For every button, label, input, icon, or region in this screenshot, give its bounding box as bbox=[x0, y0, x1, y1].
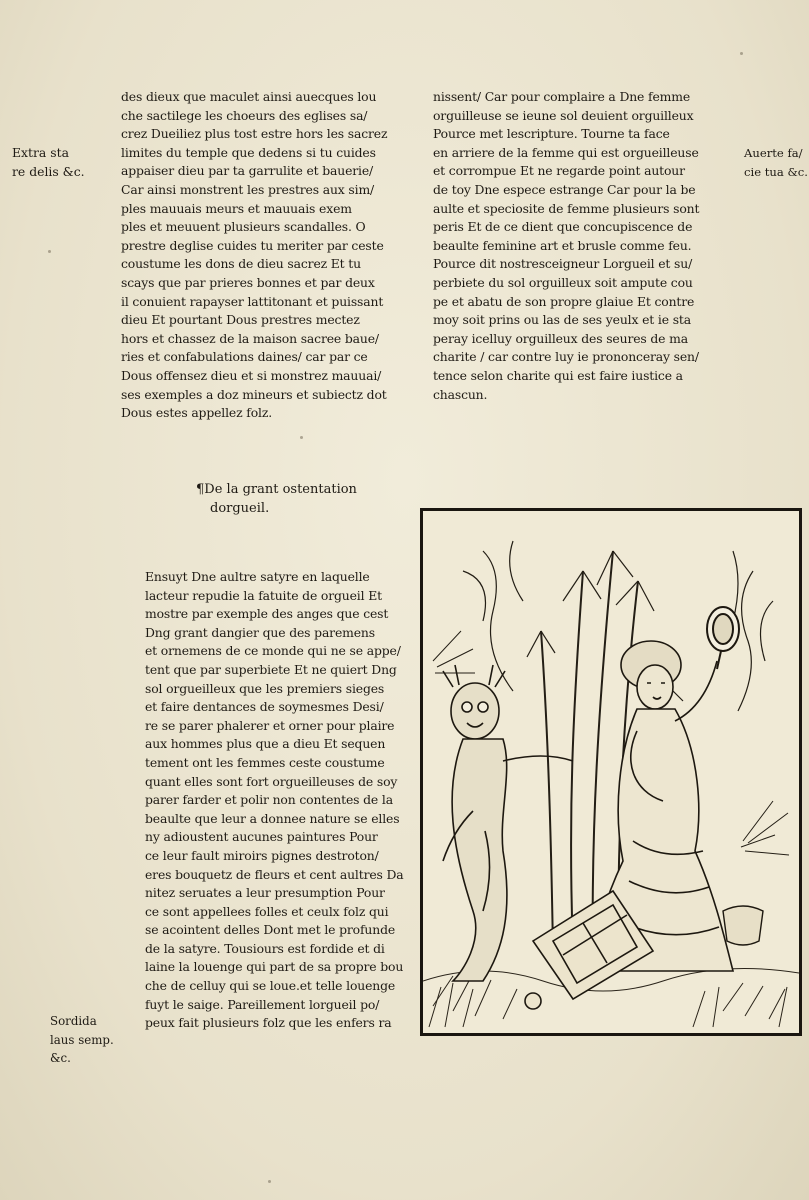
text-line: orguilleuse se ieune sol deuient orguilleux bbox=[433, 107, 694, 123]
section-heading bbox=[196, 480, 357, 518]
paper-speck bbox=[48, 250, 51, 253]
text-line: coustume les dons de dieu sacrez Et tu bbox=[121, 256, 361, 272]
text-line: ny adioustent aucunes paintures Pour bbox=[145, 829, 378, 845]
text-line: tement ont les femmes ceste coustume bbox=[145, 754, 385, 770]
margin-note-line: Sordida bbox=[50, 1014, 97, 1028]
text-line: ries et confabulations daines/ car par ce bbox=[121, 349, 368, 365]
text-line: perbiete du sol orguilleux soit ampute cou bbox=[433, 274, 693, 290]
text-line: peris Et de ce dient que concupiscence de bbox=[433, 219, 693, 235]
body-margin-note bbox=[50, 1012, 114, 1068]
heading-line: ¶De la grant ostentation bbox=[196, 482, 357, 497]
text-line: che de celluy qui se loue.et telle louenge bbox=[145, 978, 396, 994]
text-line: des dieux que maculet ainsi auecques lou bbox=[121, 89, 377, 104]
text-line: appaiser dieu par ta garrulite et bauerie/ bbox=[121, 163, 374, 179]
paper-speck bbox=[740, 52, 743, 55]
text-line: nitez seruates a leur presumption Pour bbox=[145, 885, 385, 901]
text-line: tent que par superbiete Et ne quiert Dng bbox=[145, 661, 397, 677]
text-line: eres bouquetz de fleurs et cent aultres Da bbox=[145, 866, 404, 882]
text-line: en arriere de la femme qui est orgueilleuse bbox=[433, 144, 699, 160]
text-line: et corrompue Et ne regarde point autour bbox=[433, 163, 685, 179]
text-line: Car ainsi monstrent les prestres aux sim/ bbox=[121, 181, 375, 197]
text-line: chascun. bbox=[433, 386, 488, 402]
text-line: re se parer phalerer et orner pour plaire bbox=[145, 717, 395, 733]
text-line: de la satyre. Tousiours est fordide et di bbox=[145, 940, 385, 956]
text-line: beaulte que leur a donnee nature se elles bbox=[145, 810, 400, 826]
text-line: peux fait plusieurs folz que les enfers ra bbox=[145, 1015, 392, 1031]
text-line: limites du temple que dedens si tu cuides bbox=[121, 144, 376, 160]
text-line: de toy Dne espece estrange Car pour la be bbox=[433, 181, 696, 197]
margin-note-line: Auerte fa/ bbox=[744, 146, 803, 160]
right-column-text bbox=[433, 88, 743, 404]
text-line: sol orgueilleux que les premiers sieges bbox=[145, 680, 385, 696]
text-line: dieu Et pourtant Dous prestres mectez bbox=[121, 312, 360, 328]
text-line: Dous offensez dieu et si monstrez mauuai/ bbox=[121, 367, 382, 383]
text-line: quant elles sont fort orgueilleuses de soy bbox=[145, 773, 398, 789]
text-line: et faire dentances de soymesmes Desi/ bbox=[145, 699, 384, 715]
text-line: aux hommes plus que a dieu Et sequen bbox=[145, 736, 386, 752]
heading-line: dorgueil. bbox=[210, 501, 270, 516]
text-line: ples mauuais meurs et mauuais exem bbox=[121, 200, 352, 216]
text-line: ses exemples a doz mineurs et subiectz dot bbox=[121, 386, 387, 402]
text-line: et ornemens de ce monde qui ne se appe/ bbox=[145, 643, 401, 659]
text-line: Ensuyt Dne aultre satyre en laquelle bbox=[145, 569, 370, 584]
woodcut-illustration bbox=[420, 508, 802, 1036]
left-column-text bbox=[121, 88, 421, 423]
text-line: fuyt le saige. Pareillement lorgueil po/ bbox=[145, 996, 380, 1012]
text-line: parer farder et polir non contentes de la bbox=[145, 792, 393, 808]
text-line: laine la louenge qui part de sa propre bou bbox=[145, 959, 404, 975]
text-line: scays que par prieres bonnes et par deux bbox=[121, 274, 375, 290]
text-line: che sactilege les choeurs des eglises sa/ bbox=[121, 107, 368, 123]
text-line: peray icelluy orguilleux des seures de ma bbox=[433, 330, 688, 346]
text-line: ce sont appellees folles et ceulx folz qui bbox=[145, 903, 389, 919]
right-margin-note bbox=[744, 144, 808, 181]
margin-note-line: cie tua &c. bbox=[744, 164, 808, 179]
pilcrow-icon: ¶ bbox=[196, 482, 205, 497]
paper-speck bbox=[268, 1180, 271, 1183]
text-line: se acointent delles Dont met le profunde bbox=[145, 922, 396, 938]
text-line: Pource met lescripture. Tourne ta face bbox=[433, 126, 670, 142]
woodcut-woman-with-mirror-and-devil bbox=[423, 511, 799, 1033]
text-line: nissent/ Car pour complaire a Dne femme bbox=[433, 89, 691, 104]
text-line: prestre deglise cuides tu meriter par ceste bbox=[121, 237, 384, 253]
margin-note-line: laus semp. bbox=[50, 1032, 114, 1047]
paper-speck bbox=[300, 436, 303, 439]
text-line: crez Dueiliez plus tost estre hors les sacrez bbox=[121, 126, 388, 142]
margin-note-line: re delis &c. bbox=[12, 163, 85, 179]
text-line: mostre par exemple des anges que cest bbox=[145, 606, 389, 622]
text-line: tence selon charite qui est faire iustice a bbox=[433, 367, 683, 383]
text-line: beaulte feminine art et brusle comme feu. bbox=[433, 237, 692, 253]
text-line: charite / car contre luy ie prononceray sen/ bbox=[433, 349, 699, 365]
text-line: Dng grant dangier que des paremens bbox=[145, 624, 375, 640]
text-line: Pource dit nostresceigneur Lorgueil et su/ bbox=[433, 256, 693, 272]
text-line: ples et meuuent plusieurs scandalles. O bbox=[121, 219, 366, 235]
text-line: aulte et speciosite de femme plusieurs sont bbox=[433, 200, 700, 216]
body-column-text bbox=[145, 568, 413, 1033]
text-line: Dous estes appellez folz. bbox=[121, 405, 273, 421]
text-line: lacteur repudie la fatuite de orgueil Et bbox=[145, 587, 382, 603]
left-margin-note bbox=[12, 144, 85, 181]
text-line: hors et chassez de la maison sacree baue/ bbox=[121, 330, 379, 346]
text-line: moy soit prins ou las de ses yeulx et ie sta bbox=[433, 312, 691, 328]
text-line: ce leur fault miroirs pignes destroton/ bbox=[145, 847, 379, 863]
margin-note-line: &c. bbox=[50, 1051, 71, 1066]
text-line: pe et abatu de son propre glaiue Et contre bbox=[433, 293, 695, 309]
text-line: il conuient rapayser lattitonant et puissant bbox=[121, 293, 384, 309]
margin-note-line: Extra sta bbox=[12, 145, 69, 160]
